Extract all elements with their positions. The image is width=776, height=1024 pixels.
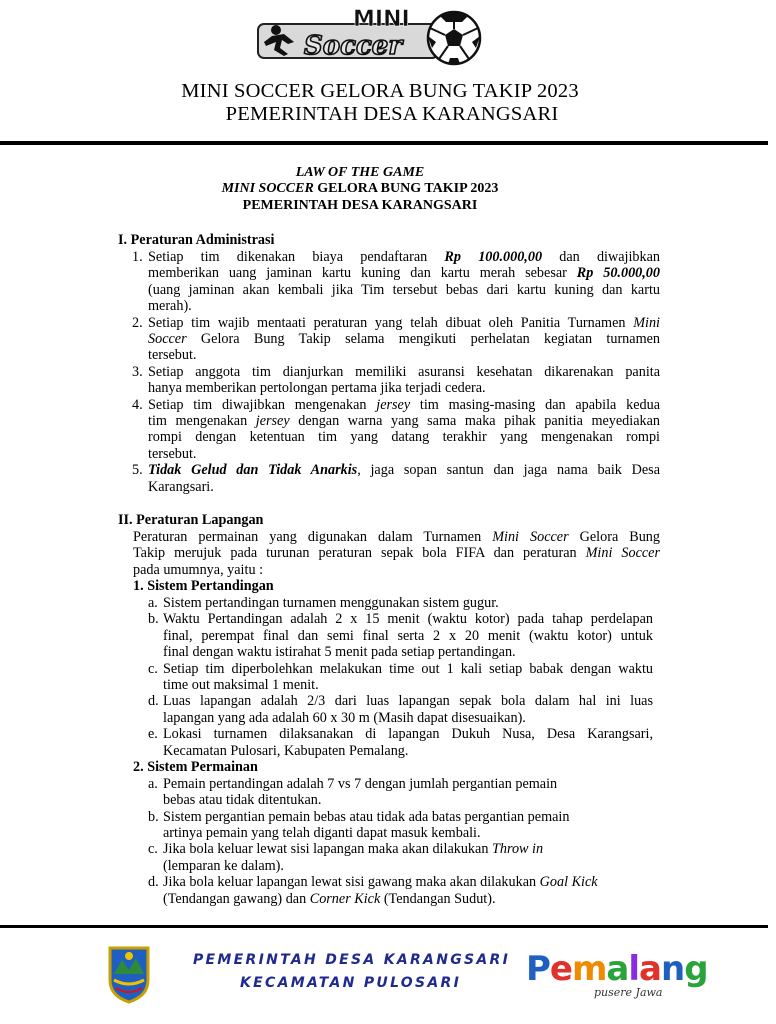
list-item-line: final, perempat final dan semi final serta 2 x 20 menit (waktu kotor) untuk — [163, 627, 653, 644]
paragraph-line: Peraturan permainan yang digunakan dalam Turnamen Mini Soccer Gelora Bung — [133, 528, 660, 545]
list-letter: a. — [148, 594, 158, 611]
list-letter: e. — [148, 726, 158, 743]
mini-soccer-logo — [258, 6, 482, 66]
subsection-heading: 1. Sistem Pertandingan — [133, 578, 274, 594]
section-heading: I. Peraturan Administrasi — [118, 232, 275, 248]
doc-title-line3: PEMERINTAH DESA KARANGSARI — [242, 198, 478, 213]
list-item-line: Karangsari. — [148, 478, 214, 495]
list-item-line: Soccer Gelora Bung Takip selama mengikuti perhelatan kegiatan turnamen — [148, 330, 660, 347]
list-item-line: (lemparan ke dalam). — [163, 857, 284, 874]
list-item-line: time out maksimal 1 menit. — [163, 676, 319, 693]
list-letter: b. — [148, 808, 159, 825]
header-subtitle: PEMERINTAH DESA KARANGSARI — [225, 103, 559, 125]
list-number: 3. — [132, 363, 143, 380]
svg-text:Pemalang: Pemalang — [526, 949, 708, 989]
list-item-line: Waktu Pertandingan adalah 2 x 15 menit (waktu kotor) pada tahap perdelapan — [163, 611, 653, 628]
list-item-line: merah). — [148, 298, 192, 315]
list-item-line: Lokasi turnamen dilaksanakan di lapangan Dukuh Nusa, Desa Karangsari, — [163, 726, 653, 743]
header-title: MINI SOCCER GELORA BUNG TAKIP 2023 — [181, 80, 579, 102]
list-item-line: Sistem pertandingan turnamen menggunakan sistem gugur. — [163, 594, 499, 611]
footer-org-name: PEMERINTAH DESA KARANGSARI — [193, 952, 511, 968]
list-item-line: Setiap tim dikenakan biaya pendaftaran Rp 100.000,00 dan diwajibkan — [148, 248, 660, 265]
list-item-line: rompi dengan ketentuan tim yang datang terakhir yang mengenakan rompi — [148, 429, 660, 446]
list-item-line: memberikan uang jaminan kartu kuning dan kartu merah sebesar Rp 50.000,00 — [148, 265, 660, 282]
footer-district: KECAMATAN PULOSARI — [240, 975, 462, 991]
list-item-line: Jika bola keluar lewat sisi lapangan maka akan dilakukan Throw in — [163, 841, 544, 858]
header-divider — [0, 141, 768, 145]
list-item-line: Pemain pertandingan adalah 7 vs 7 dengan jumlah pergantian pemain — [163, 775, 558, 792]
list-item-line: artinya pemain yang telah diganti dapat masuk kembali. — [163, 825, 481, 841]
list-letter: c. — [148, 841, 158, 858]
list-letter: c. — [148, 660, 158, 677]
regency-crest-icon — [106, 944, 152, 1004]
list-item-line: final dengan waktu istirahat 5 menit pada setiap pertandingan. — [163, 644, 516, 661]
list-number: 5. — [132, 462, 143, 479]
list-item-line: Jika bola keluar lapangan lewat sisi gawang maka akan dilakukan Goal Kick — [163, 874, 598, 891]
list-letter: d. — [148, 874, 159, 891]
list-item-line: (uang jaminan akan kembali jika Tim tersebut bebas dari kartu kuning dan kartu — [148, 281, 660, 298]
list-item-line: lapangan yang ada adalah 60 x 30 m (Masih dapat disesuaikan). — [163, 709, 526, 726]
pemalang-brand-logo — [524, 944, 708, 1000]
list-number: 1. — [132, 248, 143, 265]
list-item-line: tersebut. — [148, 347, 197, 364]
section-heading: II. Peraturan Lapangan — [118, 511, 264, 528]
list-item-line: Kecamatan Pulosari, Kabupaten Pemalang. — [163, 742, 409, 759]
paragraph-line: pada umumnya, yaitu : — [133, 561, 264, 578]
list-letter: d. — [148, 693, 159, 710]
list-item-line: Setiap tim diperbolehkan melakukan time out 1 kali setiap babak dengan waktu — [163, 660, 653, 677]
list-letter: b. — [148, 611, 159, 628]
svg-text:pusere Jawa: pusere Jawa — [594, 986, 663, 999]
list-item-line: bebas atau tidak ditentukan. — [163, 792, 322, 809]
list-item-line: Sistem pergantian pemain bebas atau tidak ada batas pergantian pemain — [163, 808, 570, 825]
list-item-line: tim mengenakan jersey dengan warna yang sama maka pihak panitia meyediakan — [148, 412, 660, 429]
list-item-line: Setiap tim diwajibkan mengenakan jersey tim masing-masing dan apabila kedua — [148, 396, 660, 413]
list-item-line: Setiap tim wajib mentaati peraturan yang telah dibuat oleh Panitia Turnamen Mini — [148, 314, 660, 331]
list-letter: a. — [148, 775, 158, 792]
paragraph-line: Takip merujuk pada turunan peraturan sepak bola FIFA dan peraturan Mini Soccer — [133, 545, 660, 562]
list-number: 4. — [132, 396, 143, 413]
svg-text:MINI: MINI — [353, 7, 410, 32]
list-item-line: tersebut. — [148, 445, 197, 462]
subsection-heading: 2. Sistem Permainan — [133, 758, 258, 775]
doc-title-line2: MINI SOCCER GELORA BUNG TAKIP 2023 — [221, 181, 499, 196]
svg-text:Soccer: Soccer — [304, 31, 403, 61]
list-item-line: Tidak Gelud dan Tidak Anarkis, jaga sopan santun dan jaga nama baik Desa — [148, 462, 660, 479]
footer-divider — [0, 925, 768, 928]
list-item-line: Setiap anggota tim dianjurkan memiliki asuransi kesehatan dikarenakan panita — [148, 363, 660, 380]
doc-title: LAW OF THE GAME — [295, 165, 425, 180]
list-item-line: (Tendangan gawang) dan Corner Kick (Tendangan Sudut). — [163, 890, 496, 907]
list-number: 2. — [132, 314, 143, 331]
list-item-line: Luas lapangan adalah 2/3 dari luas lapangan sepak bola dalam hal ini luas — [163, 693, 653, 710]
list-item-line: hanya memberikan pertolongan pertama jika terjadi cedera. — [148, 380, 486, 397]
